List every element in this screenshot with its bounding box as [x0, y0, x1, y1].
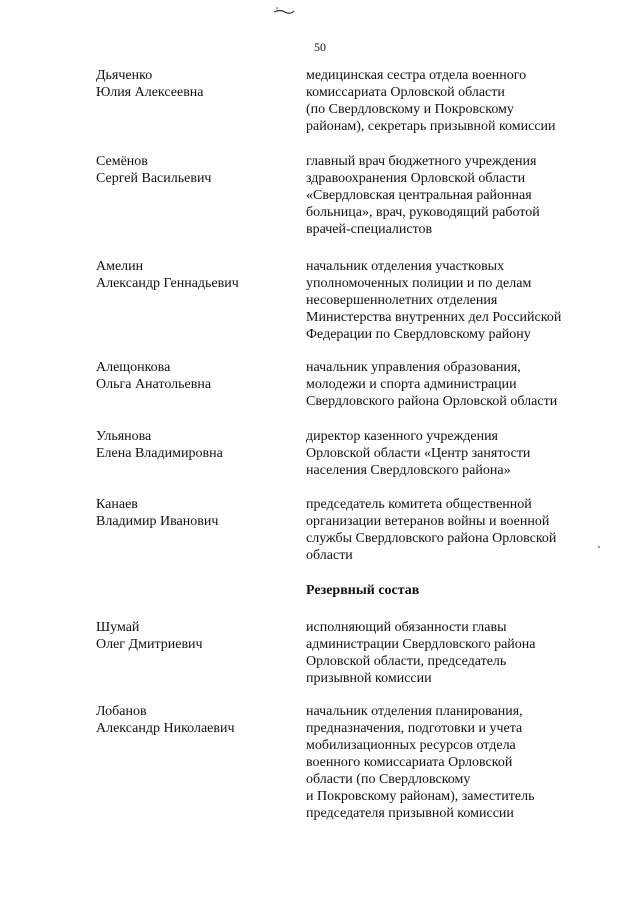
role-line: Орловской области, председатель — [306, 654, 507, 669]
role-line: комиссариата Орловской области — [306, 85, 505, 100]
role-line: председатель комитета общественной — [306, 497, 532, 512]
role-line: директор казенного учреждения — [306, 429, 498, 444]
role-line: исполняющий обязанности главы — [306, 620, 507, 635]
member-role — [306, 67, 606, 135]
member-role — [306, 153, 606, 238]
role-line: области (по Свердловскому — [306, 772, 471, 787]
page-number: 50 — [314, 40, 326, 54]
surname: Алещонкова — [96, 360, 171, 375]
surname: Лобанов — [96, 704, 147, 719]
member-name — [96, 67, 296, 101]
given-names: Олег Дмитриевич — [96, 637, 203, 652]
role-line: медицинская сестра отдела военного — [306, 68, 527, 83]
role-line: предназначения, подготовки и учета — [306, 721, 523, 736]
given-names: Владимир Иванович — [96, 514, 219, 529]
role-line: призывной комиссии — [306, 671, 432, 686]
role-line: населения Свердловского района» — [306, 463, 511, 478]
role-line: председателя призывной комиссии — [306, 806, 514, 821]
given-names: Александр Геннадьевич — [96, 276, 239, 291]
role-line: врачей-специалистов — [306, 222, 433, 237]
surname: Канаев — [96, 497, 138, 512]
surname: Амелин — [96, 259, 144, 274]
role-line: Министерства внутренних дел Российской — [306, 310, 562, 325]
role-line: Свердловского района Орловской области — [306, 394, 558, 409]
role-line: уполномоченных полиции и по делам — [306, 276, 532, 291]
scan-speck — [598, 546, 600, 548]
role-line: мобилизационных ресурсов отдела — [306, 738, 516, 753]
member-role — [306, 258, 606, 343]
role-line: начальник отделения участковых — [306, 259, 505, 274]
member-role — [306, 496, 606, 564]
member-name — [96, 428, 296, 462]
member-name — [96, 258, 296, 292]
member-name — [96, 153, 296, 187]
role-line: больница», врач, руководящий работой — [306, 205, 540, 220]
given-names: Юлия Алексеевна — [96, 85, 204, 100]
role-line: начальник управления образования, — [306, 360, 521, 375]
surname: Шумай — [96, 620, 140, 635]
role-line: военного комиссариата Орловской — [306, 755, 513, 770]
member-role — [306, 619, 606, 687]
given-names: Ольга Анатольевна — [96, 377, 212, 392]
surname: Дьяченко — [96, 68, 153, 83]
section-heading: Резервный состав — [306, 583, 420, 598]
role-line: несовершеннолетних отделения — [306, 293, 498, 308]
member-role — [306, 703, 606, 822]
role-line: здравоохранения Орловской области — [306, 171, 526, 186]
role-line: молодежи и спорта администрации — [306, 377, 517, 392]
given-names: Елена Владимировна — [96, 446, 223, 461]
role-line: организации ветеранов войны и военной — [306, 514, 550, 529]
scan-mark — [272, 6, 296, 16]
role-line: Федерации по Свердловскому району — [306, 327, 531, 342]
member-name — [96, 619, 296, 653]
role-line: и Покровскому районам), заместитель — [306, 789, 535, 804]
role-line: начальник отделения планирования, — [306, 704, 523, 719]
given-names: Александр Николаевич — [96, 721, 235, 736]
role-line: районам), секретарь призывной комиссии — [306, 119, 556, 134]
role-line: (по Свердловскому и Покровскому — [306, 102, 514, 117]
given-names: Сергей Васильевич — [96, 171, 212, 186]
member-role — [306, 428, 606, 479]
role-line: Орловской области «Центр занятости — [306, 446, 531, 461]
role-line: администрации Свердловского района — [306, 637, 536, 652]
surname: Ульянова — [96, 429, 152, 444]
member-name — [96, 359, 296, 393]
member-name — [96, 703, 296, 737]
role-line: службы Свердловского района Орловской — [306, 531, 557, 546]
role-line: области — [306, 548, 353, 563]
member-role — [306, 359, 606, 410]
role-line: «Свердловская центральная районная — [306, 188, 532, 203]
member-name — [96, 496, 296, 530]
role-line: главный врач бюджетного учреждения — [306, 154, 537, 169]
surname: Семёнов — [96, 154, 148, 169]
